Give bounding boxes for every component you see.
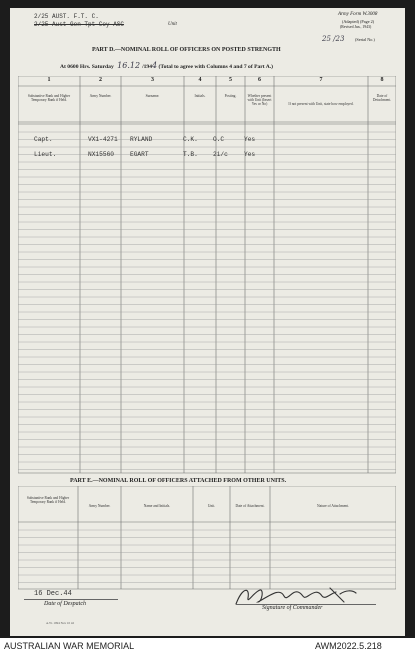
date-suffix: (Total to agree with Columns 4 and 7 of Part A.) bbox=[158, 64, 274, 70]
column-header: Substantive Rank and Higher Temporary Rank if Held. bbox=[26, 496, 70, 505]
column-header: Date of Detachment. bbox=[372, 94, 392, 103]
column-number: 3 bbox=[151, 77, 154, 83]
despatch-label: Date of Despatch bbox=[44, 601, 86, 607]
column-number: 2 bbox=[99, 77, 102, 83]
despatch-line bbox=[24, 599, 118, 600]
form-adapted: (Adapted) (Page 2) bbox=[342, 19, 375, 24]
part-e-title: PART E.—NOMINAL ROLL OF OFFICERS ATTACHED FROM OTHER UNITS. bbox=[70, 478, 287, 484]
year-value: 4 bbox=[152, 61, 158, 70]
row-1-initials: C.K. bbox=[183, 136, 198, 143]
column-header: If not present with Unit, state how employed. bbox=[288, 102, 354, 106]
column-header: Army Number. bbox=[89, 94, 112, 98]
part-d-table bbox=[18, 76, 396, 474]
despatch-value: 16 Dec.44 bbox=[34, 590, 72, 598]
signature-label: Signature of Commander bbox=[262, 605, 323, 611]
row-1-surname: RYLAND bbox=[130, 136, 153, 143]
part-d-title: PART D.—NOMINAL ROLL OF OFFICERS ON POSTED STRENGTH bbox=[92, 47, 281, 53]
column-header: Substantive Rank and Higher Temporary Rank if Held. bbox=[27, 94, 71, 103]
unit-label: Unit bbox=[168, 22, 177, 27]
unit-line-2: 2/25 Aust Gen Tpt Coy ASC bbox=[34, 21, 125, 28]
date-prefix: At 0600 Hrs. Saturday bbox=[60, 64, 114, 70]
column-number: 1 bbox=[47, 77, 51, 83]
column-number: 4 bbox=[198, 77, 202, 83]
column-header: Date of Attachment. bbox=[235, 504, 265, 508]
caption-bar bbox=[0, 638, 415, 653]
column-header: Whether present with Unit (Insert Yes or No) bbox=[247, 94, 272, 107]
row-2-present: Yes bbox=[244, 151, 256, 158]
caption-left: AUSTRALIAN WAR MEMORIAL bbox=[4, 641, 135, 651]
column-number: 7 bbox=[319, 77, 323, 83]
serial-value: 25 /23 bbox=[322, 35, 345, 43]
column-header: Unit. bbox=[207, 504, 216, 508]
row-1-number: VX1-4271 bbox=[88, 136, 118, 143]
print-code: A.W. 1994 Nov 10 42 bbox=[46, 621, 75, 625]
column-header: Army Number. bbox=[88, 504, 111, 508]
form-sheet bbox=[10, 8, 405, 636]
part-d-date-line bbox=[60, 61, 273, 70]
column-header: Surname. bbox=[145, 94, 160, 98]
column-number: 8 bbox=[380, 77, 384, 83]
year-prefix: /194 bbox=[142, 64, 153, 70]
row-2-surname: EGART bbox=[130, 151, 149, 158]
row-2-rank: Lieut. bbox=[34, 151, 57, 158]
row-1-rank: Capt. bbox=[34, 136, 53, 143]
date-value: 16.12 bbox=[117, 61, 141, 70]
unit-line-1: 2/25 AUST. F.T. C. bbox=[34, 13, 99, 20]
column-header: Name and Initials. bbox=[143, 504, 171, 508]
row-1-present: Yes bbox=[244, 136, 256, 143]
column-number: 6 bbox=[258, 77, 261, 83]
form-revised: (Revised Jan., 1943) bbox=[340, 25, 372, 29]
row-1-posting: O.C bbox=[213, 136, 225, 143]
column-header: Posting. bbox=[224, 94, 237, 98]
row-2-initials: T.B. bbox=[183, 151, 198, 158]
column-number: 5 bbox=[229, 77, 232, 83]
row-2-number: NX15560 bbox=[88, 151, 114, 158]
row-2-posting: 2i/c bbox=[213, 151, 228, 158]
column-header: Nature of Attachment. bbox=[316, 504, 350, 508]
serial-label: (Serial No.) bbox=[355, 37, 375, 42]
column-header: Initials. bbox=[194, 94, 206, 98]
form-name: Army Form W.3008 bbox=[338, 12, 378, 17]
caption-right: AWM2022.5.218 bbox=[315, 641, 382, 651]
